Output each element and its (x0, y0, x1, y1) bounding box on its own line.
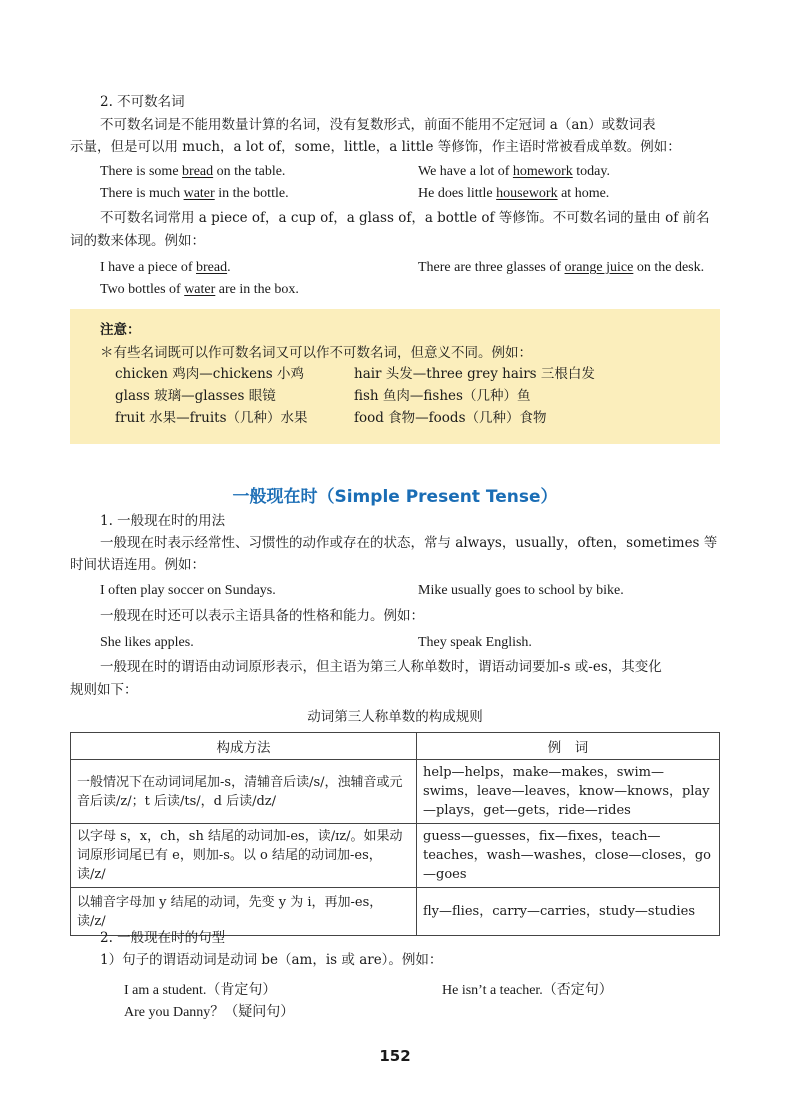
note-item: food 食物—foods（几种）食物 (354, 410, 547, 426)
section-heading-patterns: 2. 一般现在时的句型 (100, 930, 226, 946)
page-number: 152 (379, 1047, 411, 1065)
note-item: glass 玻璃—glasses 眼镜 (115, 388, 276, 404)
note-item: hair 头发—three grey hairs 三根白发 (354, 366, 595, 382)
examples-cell: guess—guesses，fix—fixes，teach—teaches，wash—washes，close—closes，go—goes (417, 824, 720, 888)
rule-cell: 以辅音字母加 y 结尾的动词，先变 y 为 i，再加-es，读/z/ (71, 888, 417, 936)
example-sentence: He isn’t a teacher.（否定句） (442, 983, 613, 998)
section-title-simple-present: 一般现在时（Simple Present Tense） (232, 487, 558, 507)
example-sentence: She likes apples. (100, 635, 194, 650)
example-sentence: I am a student.（肯定句） (124, 983, 277, 998)
paragraph-line: 词的数来体现。例如： (70, 233, 205, 249)
note-title: 注意： (100, 322, 141, 338)
note-intro: ＊有些名词既可以作可数名词又可以作不可数名词，但意义不同。例如： (100, 345, 532, 361)
example-sentence: There is much water in the bottle. (100, 186, 289, 201)
section-heading-uncountable: 2. 不可数名词 (100, 94, 185, 110)
paragraph-line: 时间状语连用。例如： (70, 557, 205, 573)
paragraph-line: 一般现在时还可以表示主语具备的性格和能力。例如： (100, 608, 424, 624)
paragraph-line: 示量，但是可以用 much，a lot of，some，little，a little 等修饰，作主语时常被看成单数。例如： (70, 139, 681, 155)
paragraph-line: 一般现在时表示经常性、习惯性的动作或存在的状态，常与 always，usually，often，sometimes 等 (100, 535, 718, 551)
note-item: fruit 水果—fruits（几种）水果 (115, 410, 308, 426)
examples-cell: help—helps，make—makes，swim—swims，leave—leaves，know—knows，play—plays，get—gets，ride—rides (417, 760, 720, 824)
example-sentence: I often play soccer on Sundays. (100, 583, 276, 598)
table-row (71, 760, 720, 824)
paragraph-line: 一般现在时的谓语由动词原形表示，但主语为第三人称单数时，谓语动词要加-s 或-es，其变化 (100, 659, 662, 675)
example-sentence: We have a lot of homework today. (418, 164, 610, 179)
section-heading-usage: 1. 一般现在时的用法 (100, 513, 226, 529)
example-sentence: They speak English. (418, 635, 532, 650)
example-sentence: I have a piece of bread. (100, 260, 231, 275)
paragraph-line: 不可数名词常用 a piece of，a cup of，a glass of，a bottle of 等修饰。不可数名词的量由 of 前名 (100, 210, 710, 226)
paragraph-line: 不可数名词是不能用数量计算的名词，没有复数形式，前面不能用不定冠词 a（an）或数词表 (100, 117, 656, 133)
example-sentence: Two bottles of water are in the box. (100, 282, 299, 297)
example-sentence: Mike usually goes to school by bike. (418, 583, 624, 598)
example-sentence: There is some bread on the table. (100, 164, 286, 179)
table-row (71, 888, 720, 936)
third-person-rules-table (70, 732, 720, 936)
table-caption: 动词第三人称单数的构成规则 (307, 709, 483, 725)
example-sentence: Are you Danny？（疑问句） (124, 1005, 295, 1020)
rule-cell: 以字母 s，x，ch，sh 结尾的动词加-es，读/ɪz/。如果动词原形词尾已有 e，则加-s。以 o 结尾的动词加-es，读/z/ (71, 824, 417, 888)
table-row (71, 824, 720, 888)
table-header-row (71, 733, 720, 760)
subsection-heading: 1）句子的谓语动词是动词 be（am，is 或 are）。例如： (100, 952, 443, 968)
examples-cell: fly—flies，carry—carries，study—studies (417, 888, 720, 936)
table-header-cell: 构成方法 (71, 733, 417, 760)
rule-cell: 一般情况下在动词词尾加-s，清辅音后读/s/，浊辅音或元音后读/z/；t 后读/ts/，d 后读/dz/ (71, 760, 417, 824)
example-sentence: There are three glasses of orange juice on the desk. (418, 260, 705, 275)
note-item: chicken 鸡肉—chickens 小鸡 (115, 366, 305, 382)
paragraph-line: 规则如下： (70, 682, 138, 698)
table-header-cell: 例 词 (417, 733, 720, 760)
note-item: fish 鱼肉—fishes（几种）鱼 (354, 388, 531, 404)
example-sentence: He does little housework at home. (418, 186, 610, 201)
